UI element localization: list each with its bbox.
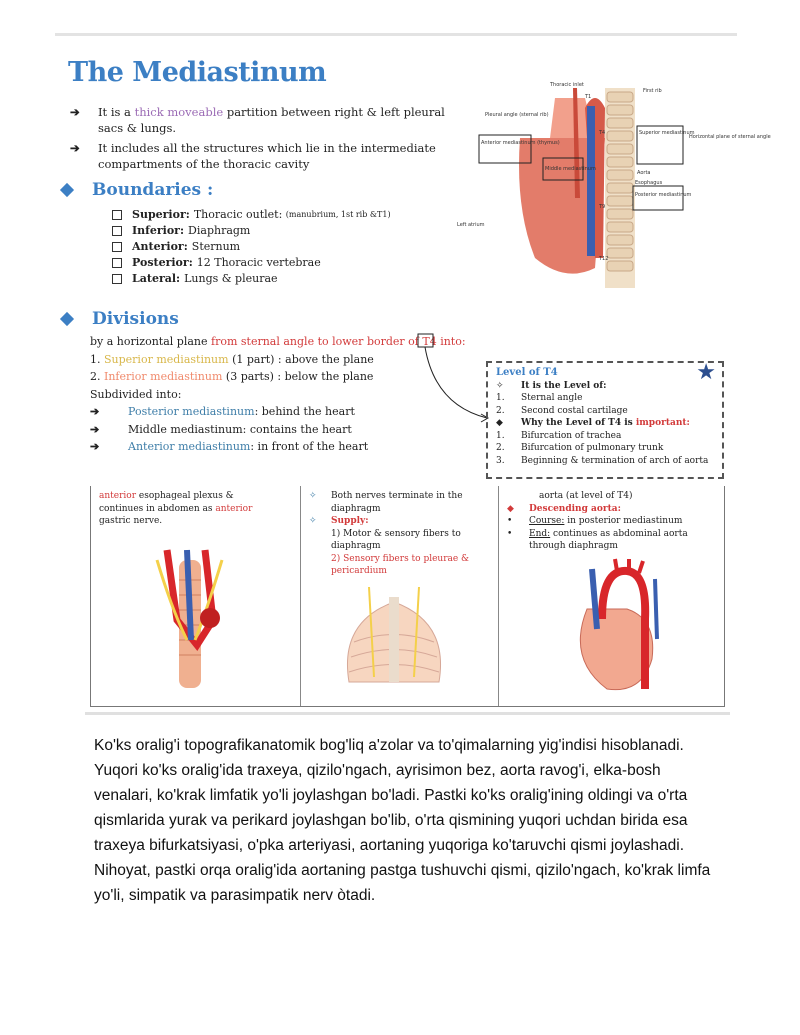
arrow-icon: ➔ [90, 422, 100, 436]
connector-line [415, 330, 495, 425]
aorta-figure [547, 559, 697, 694]
svg-text:Pleural angle (sternal rib): Pleural angle (sternal rib) [485, 112, 549, 118]
svg-text:Esophagus: Esophagus [635, 180, 663, 186]
divisions-heading: Divisions [62, 309, 179, 329]
table-column: anterior esophageal plexus & continues in abdomen as anterior gastric nerve. [91, 486, 301, 706]
svg-text:Aorta: Aorta [637, 170, 651, 176]
page-title: The Mediastinum [68, 57, 327, 88]
caption-paragraph: Ko'ks oralig'i topografikanatomik bog'liq a'zolar va to'qimalarning yig'indisi hisoblanadi. Yuqori ko'ks oralig'ida traxeya, qizilo'ngach, ayrisimon bez, aorta ravog'i, elka-bosh venalari, ko'krak limfatik yo'li joylashgan bo'ladi. Pastki ko'ks oralig'ining oldingi va o'rta qismlarida yurak va perikard joylashgan bo'lib, o'rta qismining yuqori uchdan birida esa traxeya bifurkatsiyasi, o'pka arteriyasi, aortaning yuqoriga ko'taruvchi qismi joylashadi. Nihoyat, pastki orqa oralig'ida aortaning pastga tushuvchi qismi, qizilo'ngach, ko'krak limfa yo'li, simpatik va parasimpatik nerv òtadi. [94, 737, 711, 904]
svg-text:Thoracic inlet: Thoracic inlet [550, 82, 584, 88]
list-item: Lateral: Lungs & pleurae [112, 271, 391, 287]
arrow-icon: ➔ [90, 405, 100, 418]
intro-list [70, 104, 450, 176]
diamond-icon [60, 183, 74, 197]
vagus-nerve-figure [117, 540, 267, 690]
svg-text:Horizontal plane of sternal an: Horizontal plane of sternal angle [689, 134, 771, 140]
diamond-bullet-icon: ◆ [507, 503, 514, 514]
svg-text:First rib: First rib [643, 88, 662, 94]
list-item: ➔ Posterior mediastinum : behind the heart [90, 403, 470, 421]
boundaries-list [112, 207, 391, 287]
checkbox-icon [112, 242, 122, 252]
checkbox-icon [112, 210, 122, 220]
content-table [90, 486, 725, 707]
table-column: aorta (at level of T4) ◆ Descending aorta: • Course: in posterior mediastinum • End: continues as abdominal aorta through diaphragm [499, 486, 724, 706]
intro-item: ➔ It includes all the structures which lie in the intermediate compartments of the thoracic cavity [70, 141, 436, 171]
svg-text:Middle mediastinum: Middle mediastinum [545, 166, 596, 172]
svg-text:Superior mediastinum: Superior mediastinum [639, 130, 695, 136]
table-column: ✧ Both nerves terminate in the diaphragm ✧ Supply: 1) Motor & sensory fibers to diaphragm 2) Sensory fibers to pleurae & pericardium [301, 486, 499, 706]
phrenic-nerve-figure [319, 582, 469, 687]
list-item: Superior: Thoracic outlet: (manubrium, 1st rib &T1) [112, 207, 391, 223]
arrow-icon: ➔ [70, 105, 80, 119]
checkbox-icon [112, 274, 122, 284]
star-icon: ★ [696, 360, 716, 385]
diamond-bullet-icon: ◆ [496, 418, 503, 428]
boundaries-heading: Boundaries : [62, 180, 213, 200]
svg-text:Posterior mediastinum: Posterior mediastinum [635, 192, 692, 198]
mediastinum-figure [455, 78, 771, 293]
list-item: Inferior: Diaphragm [112, 223, 391, 239]
section-divider [85, 712, 730, 715]
intro-item: ➔ It is a thick moveable partition between right & left pleural sacs & lungs. [70, 105, 445, 135]
svg-text:Left atrium: Left atrium [457, 222, 485, 228]
list-item: Posterior: 12 Thoracic vertebrae [112, 255, 391, 271]
svg-text:T9: T9 [599, 204, 606, 210]
svg-text:T12: T12 [599, 256, 609, 262]
svg-text:T4: T4 [599, 130, 606, 136]
diamond-icon [60, 312, 74, 326]
checkbox-icon [112, 258, 122, 268]
list-item: ➔ Middle mediastinum : contains the heart [90, 421, 470, 439]
list-item: ➔ Anterior mediastinum : in front of the heart [90, 438, 470, 456]
arrow-icon: ➔ [70, 141, 80, 155]
list-item: Anterior: Sternum [112, 239, 391, 255]
bullet-icon: • [507, 528, 513, 539]
t4-level-box: ★ Level of T4 ✧ It is the Level of: 1. Sternal angle 2. Second costal cartilage ◆ Why the Level of T4 is important: 1. Bifurcation of trachea 2. Bifurcation of pulmonary trunk 3. Beginning & termination of arch of aorta [486, 361, 724, 479]
svg-text:T1: T1 [585, 94, 592, 100]
diamond-bullet-icon: ✧ [496, 380, 504, 391]
checkbox-icon [112, 226, 122, 236]
arrow-icon: ➔ [90, 440, 100, 453]
diamond-bullet-icon: ✧ [309, 516, 317, 526]
divisions-text: by a horizontal plane from sternal angle to lower border of T4 into: 1. Superior mediastinum (1 part) : above the plane 2. Inferior mediastinum (3 parts) : below the plane Subdivided into: ➔ Posterior mediastinum : behind the heart ➔ Middle mediastinum : contains the heart ➔ Anterior mediastinum : in front of the heart [90, 333, 470, 456]
svg-text:Anterior mediastinum (thymus): Anterior mediastinum (thymus) [481, 140, 560, 146]
diamond-bullet-icon: ✧ [309, 491, 317, 501]
bullet-icon: • [507, 516, 513, 526]
top-divider [55, 33, 737, 36]
